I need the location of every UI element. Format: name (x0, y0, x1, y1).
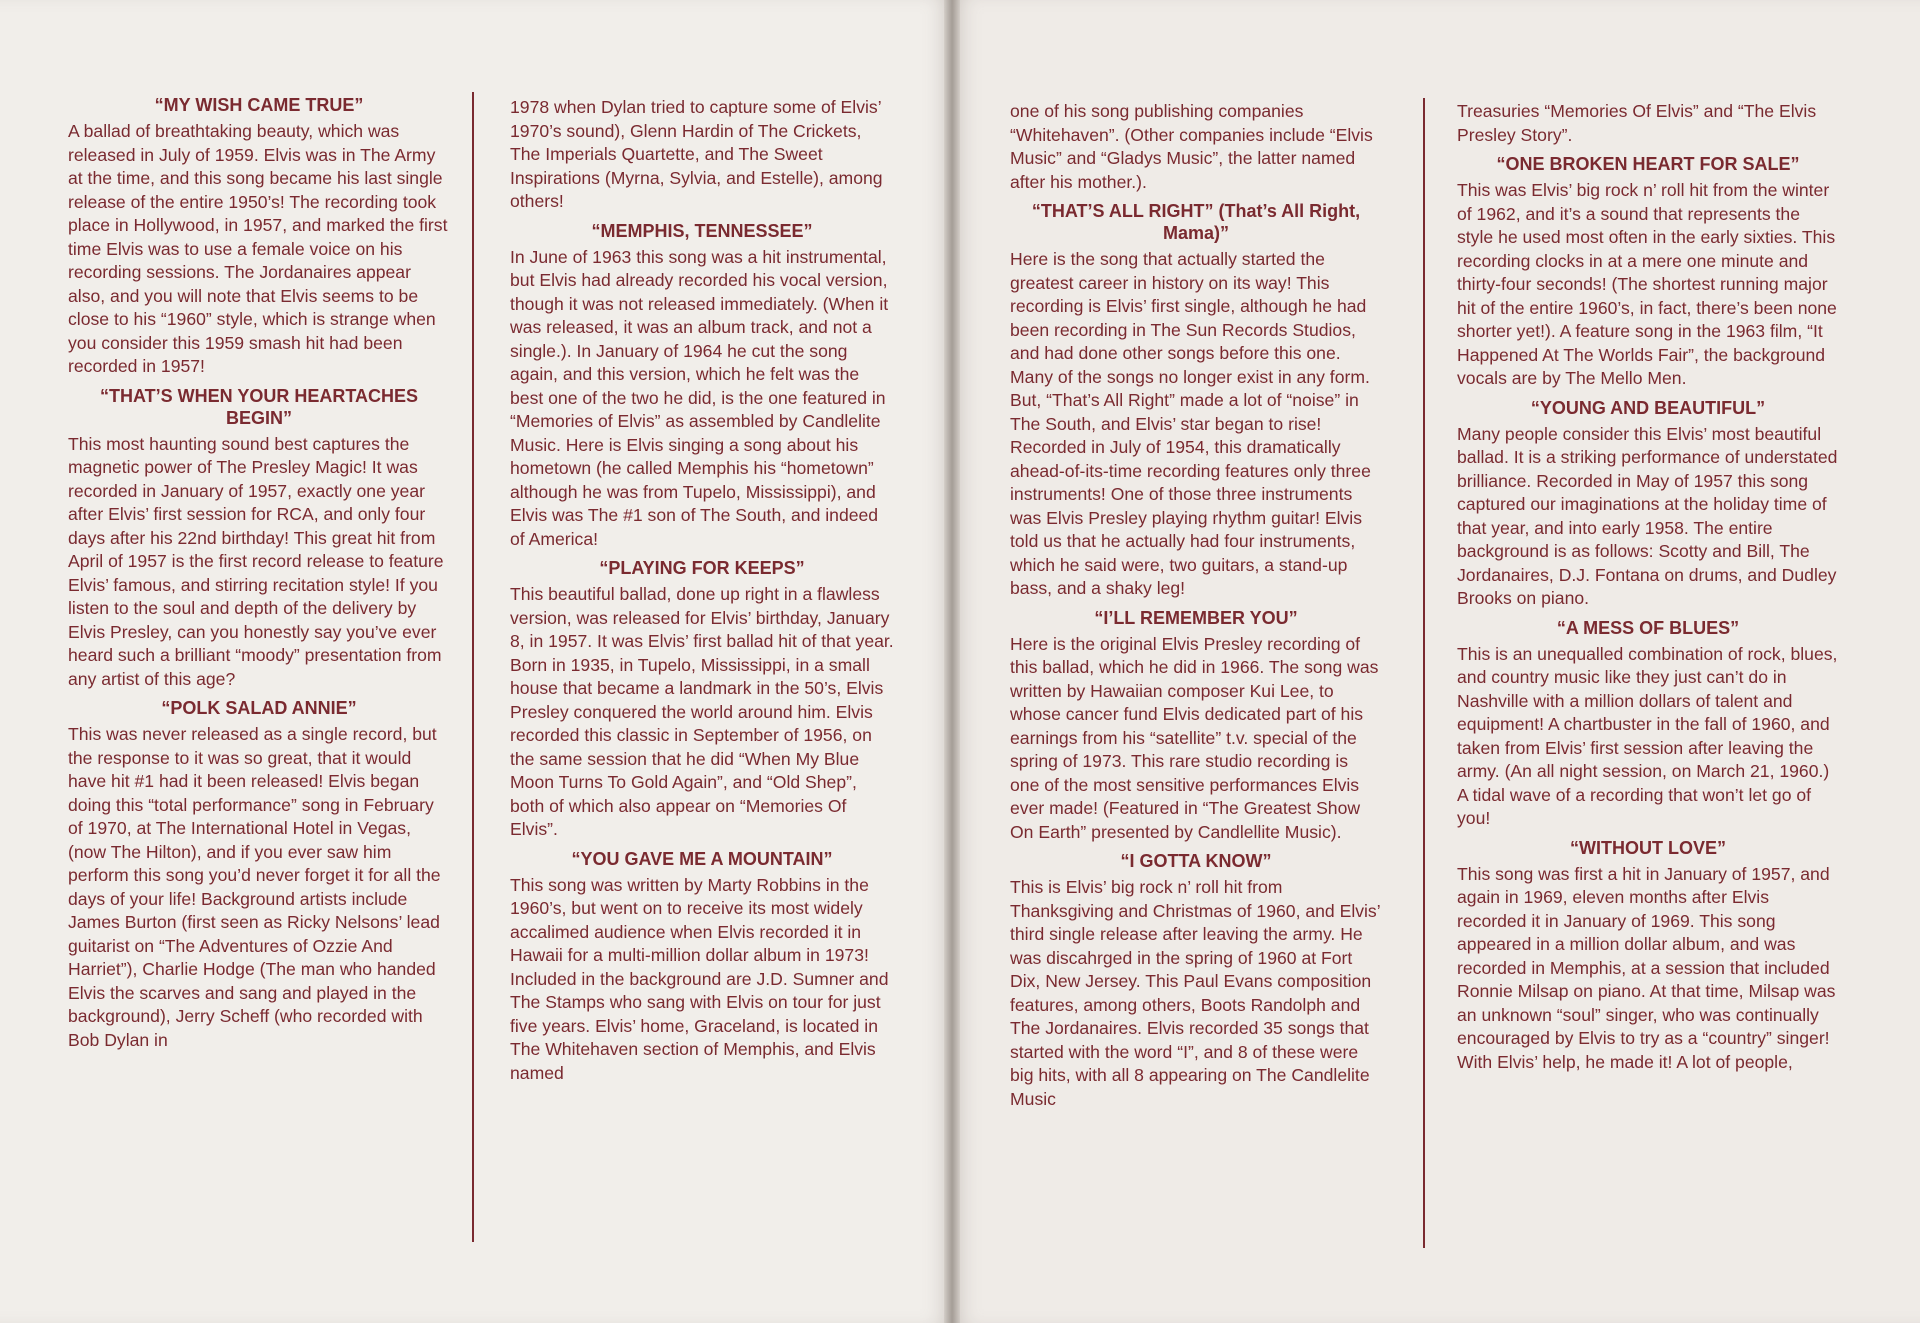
right-page-column-2 (1457, 100, 1839, 1074)
song-description-continued: one of his song publishing companies “Whitehaven”. (Other companies include “Elvis Music” and “Gladys Music”, the latter named after his mother.). (1010, 101, 1373, 192)
song-description: This most haunting sound best captures the magnetic power of The Presley Magic! It was recorded in January of 1957, exactly one year after Elvis’ first session for RCA, and only four days after his 22nd birthday! This great hit from April of 1957 is the first record release to feature Elvis’ famous, and stirring recitation style! If you listen to the soul and depth of the delivery by Elvis Presley, can you honestly say you’ve ever heard such a brilliant “moody” presentation from any artist of this age? (68, 433, 444, 689)
page-gutter (944, 0, 960, 1323)
song-heading: “YOUNG AND BEAUTIFUL” (1530, 397, 1766, 418)
song-heading: “MY WISH CAME TRUE” (154, 95, 364, 115)
song-heading: “ONE BROKEN HEART FOR SALE” (1496, 154, 1800, 174)
song-description: This song was first a hit in January of 1957, and again in 1969, eleven months after Elvis recorded it in January of 1969. This song appeared in a million dollar album, and was recorded in Memphis, at a session that included Ronnie Milsap on piano. At that time, Milsap was an unknown “soul” singer, who was continually encouraged by Elvis to try as a “country” singer! With Elvis’ help, he made it! A lot of people, (1457, 863, 1836, 1072)
song-description: A ballad of breathtaking beauty, which was released in July of 1959. Elvis was in The Army at the time, and this song became his last single release of the entire 1950’s! The recording took place in Hollywood, in 1957, and marked the first time Elvis was to use a female voice on his recording sessions. The Jordanaires appear also, and you will note that Elvis seems to be close to his “1960” style, which is strange when you consider this 1959 smash hit had been recorded in 1957! (68, 121, 448, 376)
song-heading: “THAT’S ALL RIGHT” (That’s All Right, Mama)” (1031, 201, 1361, 243)
song-description: This is Elvis’ big rock n’ roll hit from Thanksgiving and Christmas of 1960, and Elvis’ third single release after leaving the army. He was discahrged in the spring of 1960 at Fort Dix, New Jersey. This Paul Evans composition features, among others, Boots Randolph and The Jordanaires. Elvis recorded 35 songs that started with the word “I”, and 8 of these were big hits, with all 8 appearing on The Candlelite Music (1010, 877, 1380, 1109)
song-heading: “THAT’S WHEN YOUR HEARTACHES BEGIN” (99, 385, 418, 428)
song-description: In June of 1963 this song was a hit instrumental, but Elvis had already recorded his vocal version, though it was not released immediately. (When it was released, it was an album track, and not a single.). In January of 1964 he cut the song again, and this version, which he felt was the best one of the two he did, is the one featured in “Memories of Elvis” as assembled by Candlelite Music. Here is Elvis singing a song about his hometown (he called Memphis his “hometown” although he was from Tupelo, Mississippi), and Elvis was The #1 son of The South, and indeed of America! (510, 246, 889, 549)
right-page (952, 0, 1920, 1323)
song-description: This was Elvis’ big rock n’ roll hit from the winter of 1962, and it’s a sound that represents the style he used most often in the early sixties. This recording clocks in at a mere one minute and thirty-four seconds! (The shortest running major hit of the entire 1960’s, in fact, there’s been none shorter yet!). A feature song in the 1963 film, “It Happened At The Worlds Fair”, the background vocals are by The Mello Men. (1457, 180, 1837, 388)
song-heading: “PLAYING FOR KEEPS” (599, 558, 805, 578)
song-heading: “YOU GAVE ME A MOUNTAIN” (571, 848, 833, 869)
song-description: This is an unequalled combination of rock, blues, and country music like they just can’t do in Nashville with a million dollars of talent and equipment! A chartbuster in the fall of 1960, and taken from Elvis’ first session after leaving the army. (An all night session, on March 21, 1960.) A tidal wave of a recording that won’t let go of you! (1457, 643, 1838, 828)
right-page-column-1 (1010, 100, 1382, 1111)
song-description: Here is the song that actually started the greatest career in history on its way! This recording is Elvis’ first single, although he had been recording in The Sun Records Studios, and had done other songs before this one. Many of the songs no longer exist in any form. But, “That’s All Right” made a lot of “noise” in The South, and Elvis’ star began to rise! Recorded in July of 1954, this dramatically ahead-of-its-time recording features only three instruments! One of those three instruments was Elvis Presley playing rhythm guitar! Elvis told us that he actually had four instruments, which he said were, two guitars, a stand-up bass, and a shaky leg! (1010, 249, 1371, 598)
column-divider (1423, 98, 1425, 1248)
song-description: Many people consider this Elvis’ most beautiful ballad. It is a striking performance of understated brilliance. Recorded in May of 1957 this song captured our imaginations at the holiday time of that year, and into early 1958. The entire background is as follows: Scotty and Bill, The Jordanaires, D.J. Fontana on drums, and Dudley Brooks on piano. (1457, 423, 1838, 608)
song-description: This song was written by Marty Robbins in the 1960’s, but went on to receive its most widely accalimed audience when Elvis recorded it in Hawaii for a multi-million dollar album in 1973! Included in the background are J.D. Sumner and The Stamps who sang with Elvis on tour for just five years. Elvis’ home, Graceland, is located in The Whitehaven section of Memphis, and Elvis named (510, 874, 889, 1083)
song-heading: “I’LL REMEMBER YOU” (1094, 607, 1298, 628)
song-description: This beautiful ballad, done up right in a flawless version, was released for Elvis’ birthday, January 8, in 1957. It was Elvis’ first ballad hit of that year. Born in 1935, in Tupelo, Mississippi, in a small house that became a landmark in the 50’s, Elvis Presley conquered the world around him. Elvis recorded this classic in September of 1956, on the same session that he did “When My Blue Moon Turns To Gold Again”, and “Old Shep”, both of which also appear on “Memories Of Elvis”. (510, 584, 894, 839)
song-description: This was never released as a single record, but the response to it was so great, that it would have hit #1 had it been released! Elvis began doing this “total performance” song in February of 1970, at The International Hotel in Vegas, (now The Hilton), and if you ever saw him perform this song you’d never forget it for all the days of your life! Background artists include James Burton (first seen as Ricky Nelsons’ lead guitarist on “The Adventures of Ozzie And Harriet”), Charlie Hodge (The man who handed Elvis the scarves and sang and played in the background), Jerry Scheff (who recorded with Bob Dylan in (68, 724, 441, 1050)
song-description-continued: 1978 when Dylan tried to capture some of Elvis’ 1970’s sound), Glenn Hardin of The Crickets, The Imperials Quartette, and The Sweet Inspirations (Myrna, Sylvia, and Estelle), among others! (510, 97, 883, 211)
left-page-column-2 (510, 96, 894, 1085)
song-description-continued: Treasuries “Memories Of Elvis” and “The Elvis Presley Story”. (1457, 101, 1817, 145)
song-heading: “I GOTTA KNOW” (1120, 851, 1272, 871)
song-heading: “WITHOUT LOVE” (1570, 837, 1726, 858)
song-description: Here is the original Elvis Presley recording of this ballad, which he did in 1966. The song was written by Hawaiian composer Kui Lee, to whose cancer fund Elvis dedicated part of his earnings from his “satellite” t.v. special of the spring of 1973. This rare studio recording is one of the most sensitive performances Elvis ever made! (Featured in “The Greatest Show On Earth” presented by Candlellite Music). (1010, 633, 1379, 842)
song-heading: “POLK SALAD ANNIE” (161, 698, 357, 718)
song-heading: “A MESS OF BLUES” (1556, 617, 1740, 638)
left-page-column-1 (68, 94, 450, 1052)
song-heading: “MEMPHIS, TENNESSEE” (591, 220, 813, 241)
left-page (0, 0, 952, 1323)
column-divider (472, 92, 474, 1242)
